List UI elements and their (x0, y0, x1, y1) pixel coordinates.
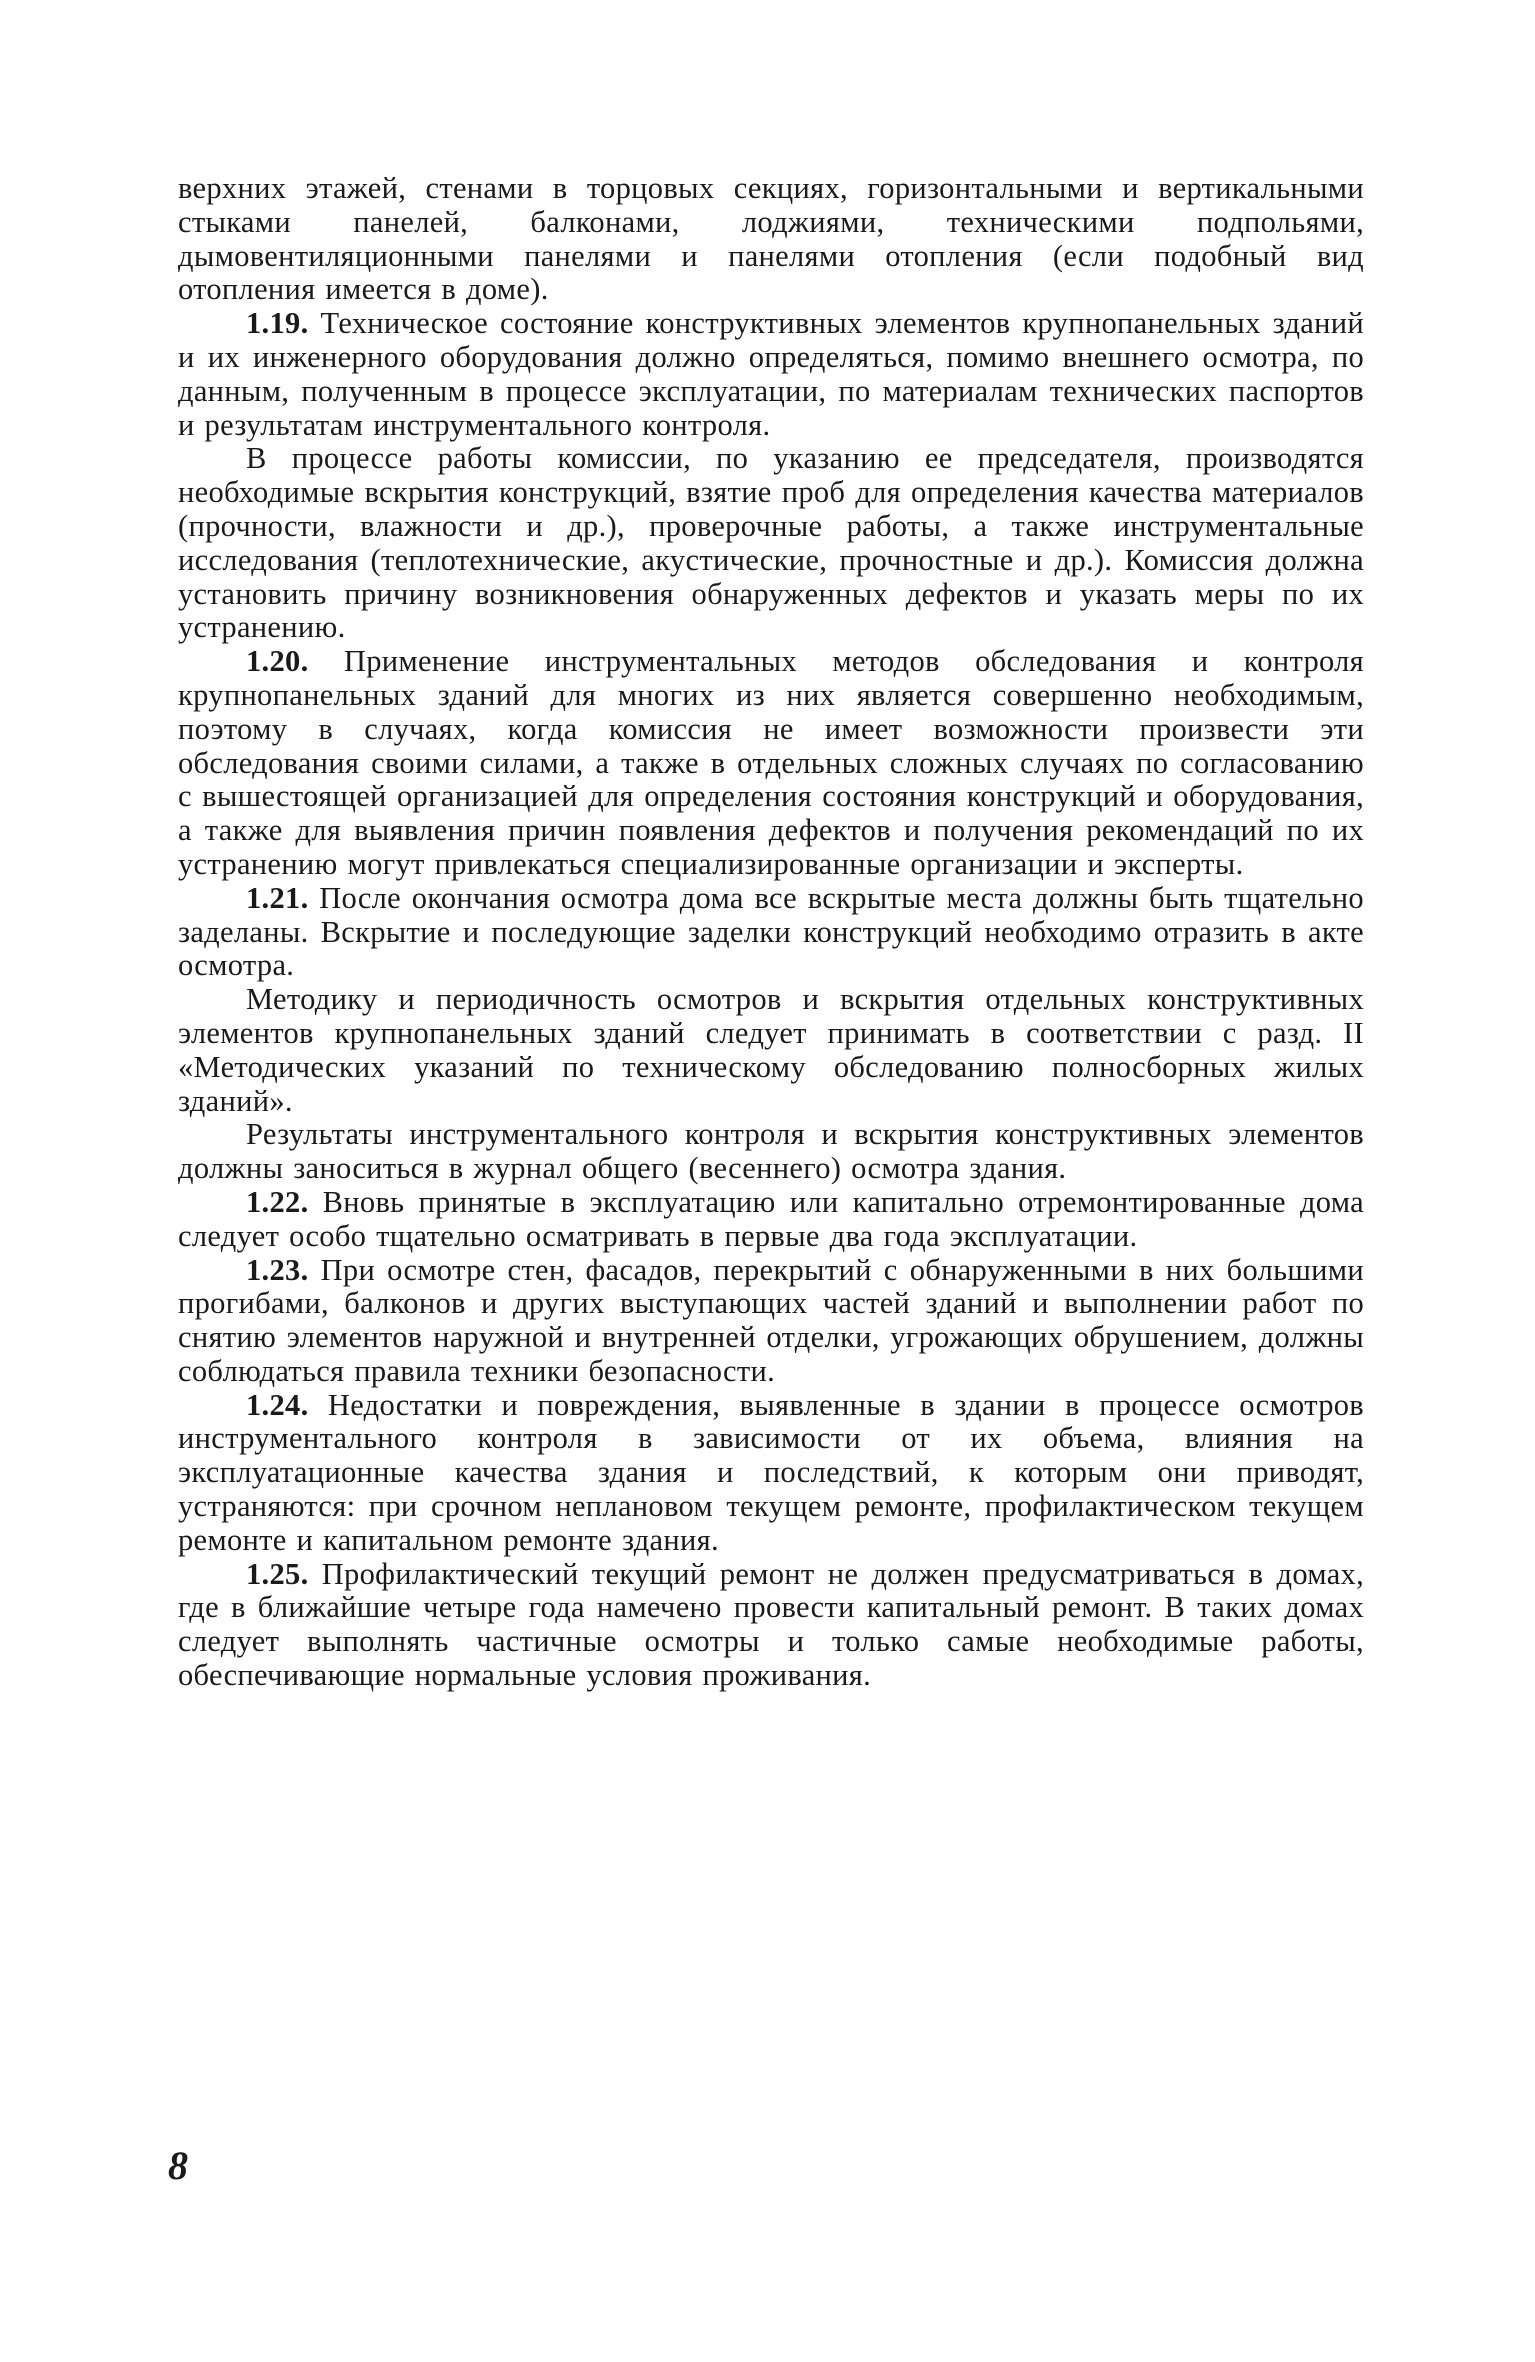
paragraph-number: 1.24. (246, 1387, 309, 1422)
paragraph-1-20: 1.20. Применение инструментальных методов обследования и контроля крупнопанельных зданий для многих из них является совершенно необходимым, поэтому в случаях, когда комиссия не имеет возможности произвести эти обследования своими силами, а также в отдельных сложных случаях по согласованию с вышестоящей организацией для определения состояния конструкций и оборудования, а также для выявления причин появления дефектов и получения рекомендаций по их устранению могут привлекаться специализированные организации и эксперты. (178, 644, 1364, 881)
paragraph-1-21: 1.21. После окончания осмотра дома все вскрытые места должны быть тщательно заделаны. Вскрытие и последующие заделки конструкций необходимо отразить в акте осмотра. (178, 880, 1364, 983)
paragraph-number: 1.23. (246, 1252, 309, 1287)
paragraph-commission: В процессе работы комиссии, по указанию ее председателя, производятся необходимые вскрытия конструкций, взятие проб для определения качества материалов (прочности, влажности и др.), проверочные работы, а также инструментальные исследования (теплотехнические, акустические, прочностные и др.). Комиссия должна установить причину возникновения обнаруженных дефектов и указать меры по их устранению. (178, 441, 1364, 645)
paragraph-number: 1.21. (246, 880, 309, 915)
paragraph-number: 1.19. (246, 306, 309, 341)
paragraph-1-25: 1.25. Профилактический текущий ремонт не должен предусматриваться в домах, где в ближайшие четыре года намечено провести капитальный ремонт. В таких домах следует выполнять частичные осмотры и только самые необходимые работы, обеспечивающие нормальные условия проживания. (178, 1556, 1364, 1693)
paragraph-1-24: 1.24. Недостатки и повреждения, выявленные в здании в процессе осмотров инструментального контроля в зависимости от их объема, влияния на эксплуатационные качества здания и последствий, к которым они приводят, устраняются: при срочном неплановом текущем ремонте, профилактическом текущем ремонте и капитальном ремонте здания. (178, 1387, 1364, 1557)
page-number: 8 (168, 2143, 188, 2188)
paragraph-number: 1.20. (246, 644, 309, 679)
paragraph-1-23: 1.23. При осмотре стен, фасадов, перекрытий с обнаруженными в них большими прогибами, балконов и других выступающих частей зданий и выполнении работ по снятию элементов наружной и внутренней отделки, угрожающих обрушением, должны соблюдаться правила техники безопасности. (178, 1252, 1364, 1388)
paragraph-methodology: Методику и периодичность осмотров и вскрытия отдельных конструктивных элементов крупнопанельных зданий следует принимать в соответствии с разд. II «Методических указаний по техническому обследованию полносборных жилых зданий». (178, 982, 1364, 1118)
paragraph-1-19: 1.19. Техническое состояние конструктивных элементов крупнопанельных зданий и их инженерного оборудования должно определяться, помимо внешнего осмотра, по данным, полученным в процессе эксплуатации, по материалам технических паспортов и результатам инструментального контроля. (178, 306, 1364, 442)
paragraph-continuation: верхних этажей, стенами в торцовых секциях, горизонтальными и вертикальными стыками панелей, балконами, лоджиями, техническими подпольями, дымовентиляционными панелями и панелями отопления (если подобный вид отопления имеется в доме). (178, 171, 1364, 307)
paragraph-1-22: 1.22. Вновь принятые в эксплуатацию или капитально отремонтированные дома следует особо тщательно осматривать в первые два года эксплуатации. (178, 1184, 1364, 1253)
paragraph-number: 1.25. (246, 1556, 309, 1591)
body-text (178, 172, 1364, 1693)
paragraph-number: 1.22. (246, 1184, 309, 1219)
paragraph-results: Результаты инструментального контроля и вскрытия конструктивных элементов должны заноситься в журнал общего (весеннего) осмотра здания. (178, 1117, 1364, 1186)
